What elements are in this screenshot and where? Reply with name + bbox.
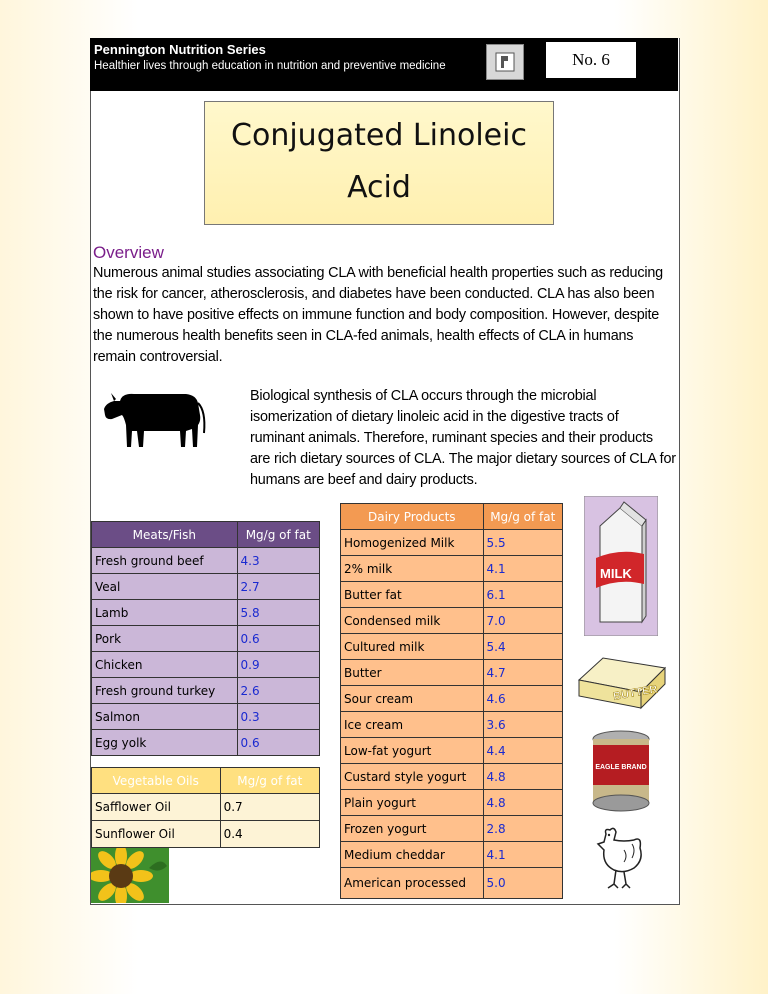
food-cell: 2% milk bbox=[341, 556, 484, 582]
value-cell: 4.6 bbox=[483, 686, 562, 712]
logo-icon bbox=[486, 44, 524, 80]
series-title: Pennington Nutrition Series bbox=[94, 42, 266, 57]
food-cell: Cultured milk bbox=[341, 634, 484, 660]
food-cell: Sunflower Oil bbox=[92, 821, 221, 848]
can-label: EAGLE BRAND bbox=[595, 764, 647, 771]
biosynthesis-text: Biological synthesis of CLA occurs through the microbial isomerization of dietary linoleic acid in the digestive tracts of ruminant animals. Therefore, ruminant species and their products are rich dietary sources of CLA. The major dietary sources of CLA for humans are beef and dairy products. bbox=[250, 388, 676, 488]
value-cell: 2.6 bbox=[237, 678, 319, 704]
value-cell: 7.0 bbox=[483, 608, 562, 634]
value-cell: 0.3 bbox=[237, 704, 319, 730]
food-cell: Pork bbox=[92, 626, 238, 652]
food-cell: Low-fat yogurt bbox=[341, 738, 484, 764]
table-row bbox=[92, 730, 320, 756]
food-cell: Egg yolk bbox=[92, 730, 238, 756]
overview-heading: Overview bbox=[93, 243, 164, 262]
table-row bbox=[341, 816, 563, 842]
table-row bbox=[92, 704, 320, 730]
table-row bbox=[92, 794, 320, 821]
table-row bbox=[92, 652, 320, 678]
value-cell: 5.0 bbox=[483, 868, 562, 899]
meats-table bbox=[91, 521, 320, 756]
food-cell: Ice cream bbox=[341, 712, 484, 738]
table-row bbox=[341, 582, 563, 608]
table-row bbox=[92, 626, 320, 652]
value-cell: 5.5 bbox=[483, 530, 562, 556]
value-cell: 2.7 bbox=[237, 574, 319, 600]
title-line-1: Conjugated Linoleic bbox=[231, 118, 527, 153]
table-row bbox=[341, 868, 563, 899]
value-cell: 2.8 bbox=[483, 816, 562, 842]
table-row bbox=[341, 530, 563, 556]
value-cell: 6.1 bbox=[483, 582, 562, 608]
overview-text: Numerous animal studies associating CLA with beneficial health properties such as reducing the risk for cancer, atherosclerosis, and diabetes have been conducted. CLA has also been shown to have positive effects on immune function and body composition. However, despite the numerous health benefits seen in CLA-fed animals, health effects of CLA in humans remain controversial. bbox=[93, 265, 663, 365]
food-cell: Condensed milk bbox=[341, 608, 484, 634]
table-row bbox=[92, 600, 320, 626]
header-bar bbox=[90, 38, 678, 91]
table-row bbox=[341, 712, 563, 738]
table-row bbox=[341, 556, 563, 582]
table-row bbox=[341, 738, 563, 764]
table-row bbox=[341, 686, 563, 712]
dairy-header-food: Dairy Products bbox=[341, 504, 484, 530]
series-subtitle: Healthier lives through education in nutrition and preventive medicine bbox=[94, 60, 446, 72]
table-row bbox=[341, 764, 563, 790]
dairy-table bbox=[340, 503, 563, 899]
meats-header-food: Meats/Fish bbox=[92, 522, 238, 548]
table-row bbox=[341, 660, 563, 686]
milk-label: MILK bbox=[600, 566, 632, 581]
milk-carton-image bbox=[584, 496, 658, 636]
value-cell: 4.8 bbox=[483, 764, 562, 790]
food-cell: Chicken bbox=[92, 652, 238, 678]
food-cell: Plain yogurt bbox=[341, 790, 484, 816]
dairy-header-value: Mg/g of fat bbox=[483, 504, 562, 530]
food-cell: Custard style yogurt bbox=[341, 764, 484, 790]
title-line-2: Acid bbox=[347, 170, 411, 205]
value-cell: 0.6 bbox=[237, 626, 319, 652]
table-row bbox=[92, 548, 320, 574]
food-cell: Butter fat bbox=[341, 582, 484, 608]
butter-image bbox=[575, 654, 667, 710]
issue-number: No. 6 bbox=[546, 42, 636, 78]
food-cell: Fresh ground turkey bbox=[92, 678, 238, 704]
food-cell: Salmon bbox=[92, 704, 238, 730]
value-cell: 5.8 bbox=[237, 600, 319, 626]
value-cell: 4.4 bbox=[483, 738, 562, 764]
food-cell: Homogenized Milk bbox=[341, 530, 484, 556]
condensed-milk-can-image bbox=[589, 729, 653, 813]
food-cell: Veal bbox=[92, 574, 238, 600]
value-cell: 4.3 bbox=[237, 548, 319, 574]
table-row bbox=[341, 790, 563, 816]
butter-label: BUTTER bbox=[612, 683, 659, 703]
table-row bbox=[341, 634, 563, 660]
table-row bbox=[341, 608, 563, 634]
vegetable-oils-table bbox=[91, 767, 320, 848]
cow-icon bbox=[100, 385, 208, 455]
food-cell: Sour cream bbox=[341, 686, 484, 712]
food-cell: Medium cheddar bbox=[341, 842, 484, 868]
sunflower-image bbox=[91, 848, 169, 903]
value-cell: 0.7 bbox=[220, 794, 319, 821]
value-cell: 4.1 bbox=[483, 842, 562, 868]
food-cell: Lamb bbox=[92, 600, 238, 626]
meats-header-value: Mg/g of fat bbox=[237, 522, 319, 548]
value-cell: 0.9 bbox=[237, 652, 319, 678]
value-cell: 4.8 bbox=[483, 790, 562, 816]
food-cell: Frozen yogurt bbox=[341, 816, 484, 842]
oils-header-food: Vegetable Oils bbox=[92, 768, 221, 794]
table-row bbox=[92, 678, 320, 704]
value-cell: 0.4 bbox=[220, 821, 319, 848]
food-cell: Fresh ground beef bbox=[92, 548, 238, 574]
value-cell: 0.6 bbox=[237, 730, 319, 756]
table-row bbox=[92, 821, 320, 848]
oils-header-value: Mg/g of fat bbox=[220, 768, 319, 794]
value-cell: 5.4 bbox=[483, 634, 562, 660]
food-cell: Safflower Oil bbox=[92, 794, 221, 821]
chicken-icon bbox=[594, 826, 646, 892]
value-cell: 3.6 bbox=[483, 712, 562, 738]
table-row bbox=[92, 574, 320, 600]
table-row bbox=[341, 842, 563, 868]
food-cell: Butter bbox=[341, 660, 484, 686]
value-cell: 4.1 bbox=[483, 556, 562, 582]
value-cell: 4.7 bbox=[483, 660, 562, 686]
page-title bbox=[204, 101, 554, 225]
food-cell: American processed bbox=[341, 868, 484, 899]
